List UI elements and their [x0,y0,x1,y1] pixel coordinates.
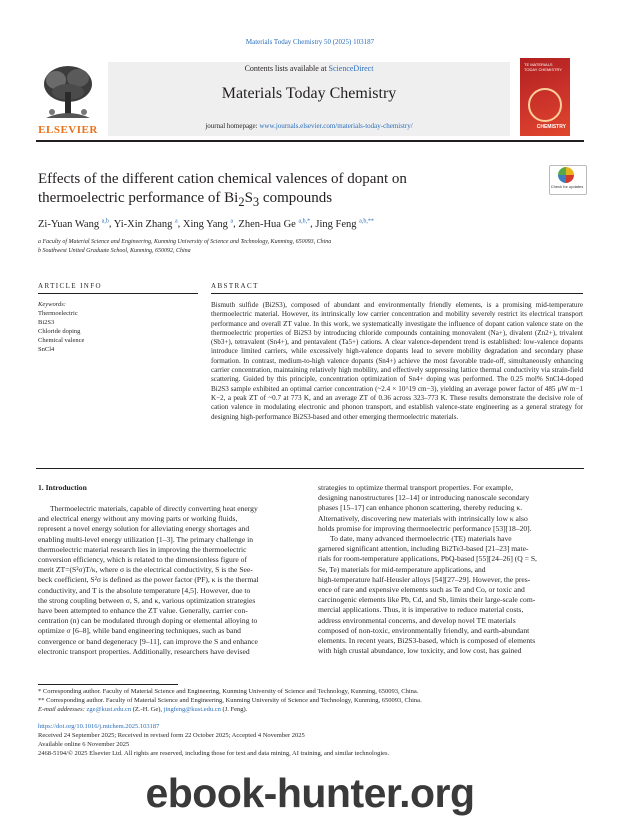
intro-line: phases [15–17] can enhance phonon scattering, thereby reducing κ. [318,503,523,513]
intro-line: thermoelectric material research lies in improving the thermoelectric [38,544,247,554]
intro-line: conductivity, and T is the absolute temperature [4,5]. However, due to [38,585,251,595]
doi-link[interactable]: https://doi.org/10.1016/j.mtchem.2025.103187 [38,723,160,730]
cover-title: TE MATERIALS TODAY CHEMISTRY [524,62,562,72]
sciencedirect-link[interactable]: ScienceDirect [328,64,374,73]
copyright: 2468-5194/© 2025 Elsevier Ltd. All rights are reserved, including those for text and data mining, AI training, and similar technologies. [38,750,390,757]
contents-line [108,64,510,73]
affiliation-a: a Faculty of Material Science and Engineering, Kunming University of Science and Technology, Kunming, 650093, China [38,239,332,245]
intro-line: address environmental concerns, and develop novel TE materials [318,615,516,625]
author-5[interactable]: Jing Feng $^{a,b,**}$ [315,218,374,230]
journal-title: Materials Today Chemistry [221,85,397,102]
intro-line: mercial applications. Thus, it is imperative to reduce material costs, [318,605,524,615]
intro-line: electronic transport properties. Additionally, researchers have devised [38,646,250,656]
header-rule [36,140,584,142]
homepage-link[interactable]: www.journals.elsevier.com/materials-today-chemistry/ [259,122,413,130]
title-mid: S [244,190,253,206]
email-name-ge: (Z.-H. Ge), [131,706,164,713]
title-line2: thermoelectric performance of Bi [38,190,239,206]
keyword[interactable]: Thermoelectric [38,310,78,317]
received-dates: Received 24 September 2025; Received in revised form 22 October 2025; Accepted 4 November 2025 [38,732,305,739]
intro-line: centration (n) can be modulated through doping or elemental alloying to [38,616,258,626]
footnote-corr1: * Corresponding author. Faculty of Material Science and Engineering, Kunming University of Science and Technology, Kunming, 650093, China. [38,688,419,695]
intro-line: enabling multi-level energy utilization [1–3]. The primary challenge in [38,534,254,544]
intro-line: strategies to optimize thermal transport properties. For example, [318,483,514,492]
email-name-feng: (J. Feng). [220,706,248,713]
intro-line: beck coefficient, S²σ is defined as the power factor (PF), κ is the thermal [38,575,259,585]
intro-line: and electrical energy without any moving parts or working fluids, [38,514,238,524]
footnote-rule [38,684,178,685]
author-2[interactable]: Yi-Xin Zhang $^a$ [113,218,178,230]
keyword[interactable]: SnCl4 [38,346,55,353]
intro-line: designing nanostructures [12–14] or introducing nanoscale secondary [318,493,530,503]
intro-left-column [38,504,300,657]
abstract-heading: ABSTRACT [211,282,259,290]
email-line [38,706,598,713]
affiliation-b: b Southwest United Graduate School, Kunming, 650092, China [38,248,191,254]
intro-line: convergence or band degeneracy [9–11], can improve the S and enhance [38,636,258,646]
title-end: compounds [259,190,333,206]
intro-line: composed of non-toxic, environmentally friendly, and earth-abundant [318,625,530,635]
intro-right-column [318,483,584,656]
article-info-heading: ARTICLE INFO [38,282,103,290]
journal-citation[interactable]: Materials Today Chemistry 50 (2025) 103187 [245,38,375,46]
intro-line: garnered significant attention, including Bi2Te3-based [21–23] mate- [318,544,529,554]
intro-line: Alternatively, discovering new materials with intrinsically low κ also [318,513,528,523]
intro-line: carcinogenic elements like Pb, Cd, and Sb, limits their large-scale com- [318,595,536,605]
article-info-rule [38,293,198,294]
elsevier-tree-logo [36,62,100,124]
footnote-corr2: ** Corresponding author. Faculty of Material Science and Engineering, Kunming University of Science and Technology, Kunming, 650093, China. [38,697,422,704]
cover-graphic [528,88,562,122]
intro-line: high-temperature half-Heusler alloys [54][27–29]. However, the pres- [318,574,531,584]
keyword[interactable]: Bi2S3 [38,319,55,326]
author-4[interactable]: Zhen-Hua Ge $^{a,b,*}$ [238,218,311,230]
intro-line: have been attempted to enhance the ZT value. Generally, carrier con- [38,606,248,616]
article-title [38,170,508,212]
title-sub1: 2 [238,195,245,209]
title-sub2: 3 [252,195,260,209]
email-label: E-mail addresses: [38,706,87,713]
intro-line: conversion efficiency, which is related to the dimensionless figure of [38,555,247,565]
intro-line: with high crustal abundance, low toxicity, and low cost, has gained [318,646,522,656]
intro-line: optimize σ [6–8], while band engineering techniques, such as band [38,626,241,636]
abstract-text: Bismuth sulfide (Bi2S3), composed of abundant and environmentally friendly elements, is a promising mid-temperature thermoelectric material. However, its intrinsically low carrier concentration and mobility severely restrict its electrical transport performance and overall ZT value. In this work, we systematically investigate the influence of dopant cation valence state on the thermoelectric properties of Bi2S3 by introducing chloride compounds containing monovalent (Na+), divalent (Zn2+), trivalent (Sb3+), tetravalent (Sn4+), and pentavalent (Ta5+) cations. A clear valence-dependent trend is established: low-valence dopants introduce limited carriers, while excessively high-valence dopants lead to severe mobility degradation and secondary phase formation. In contrast, medium-to-high valence dopants (Sn4+) achieve the most favorable trade-off, simultaneously enhancing carrier concentration, maintaining relatively high mobility, and effectively suppressing lattice thermal conductivity via strain-field scattering. Guided by this principle, concentration optimization of Sn4+ doping was performed. The 0.25 mol% SnCl4-doped Bi2S3 sample exhibited an optimal carrier concentration (~2.4 × 10^19 cm−3), yielding an average power factor of 485 μW m−1 K−2, a peak ZT of ~0.7 at 773 K, and an average ZT of 0.36 across 323–773 K. These results demonstrate the decisive role of cation valence in modulating electronic and phonon transport, and establish valence-state engineering as a general strategy for designing high-performance Bi2S3-based and other emerging thermoelectric materials. [211,301,583,421]
check-updates-icon [558,167,574,183]
keywords-label: Keywords: [38,301,66,308]
publisher-name: ELSEVIER [38,124,98,136]
abstract-bottom-rule [36,468,584,469]
intro-line: merit ZT=(S²σ)T/κ, where σ is the electrical conductivity, S is the See- [38,565,253,575]
abstract-rule [211,293,583,294]
keyword[interactable]: Chemical valence [38,337,85,344]
intro-line: the strong coupling between σ, S, and κ, various optimization strategies [38,595,256,605]
intro-line: Thermoelectric materials, capable of directly converting heat energy [50,504,258,513]
intro-line: To date, many advanced thermoelectric (TE) materials have [330,534,512,544]
intro-line: Se, Te) materials for mid-temperature applications, and [318,564,486,574]
watermark: ebook-hunter.org [145,770,475,816]
title-line1: Effects of the different cation chemical valences of dopant on [38,171,407,187]
intro-line: elements. In recent years, Bi2S3-based, which is composed of elements [318,636,536,646]
keyword[interactable]: Chloride doping [38,328,81,335]
check-updates-label: Check for updates [550,184,584,189]
homepage-line [108,122,510,130]
introduction-heading: 1. Introduction [38,483,87,492]
author-1[interactable]: Zi-Yuan Wang $^{a,b}$ [38,218,109,230]
intro-line: holds promise for improving thermoelectric performance [53][18–20]. [318,523,532,533]
intro-line: represent a novel energy solution for alleviating energy shortages and [38,524,250,534]
author-list: Zi-Yuan Wang $^{a,b}$, Yi-Xin Zhang $^a$, Xing Yang $^a$, Zhen-Hua Ge $^{a,b,*}$, Jing Feng $^{a,b,**}$ [38,218,374,230]
homepage-prefix: journal homepage: [205,122,260,130]
email-link-feng[interactable]: jingfeng@kust.edu.cn [163,706,221,713]
online-date: Available online 6 November 2025 [38,741,130,748]
author-3[interactable]: Xing Yang $^a$ [182,218,234,230]
intro-line: ence of rare and expensive elements such as Te and Co, or toxic and [318,585,525,595]
email-link-ge[interactable]: zge@kust.edu.cn [86,706,132,713]
cover-brand: CHEMISTRY [536,124,566,130]
intro-line: rials for room-temperature applications, PbQ-based [55][24–26] (Q = S, [318,554,537,564]
contents-prefix: Contents lists available at [244,64,329,73]
